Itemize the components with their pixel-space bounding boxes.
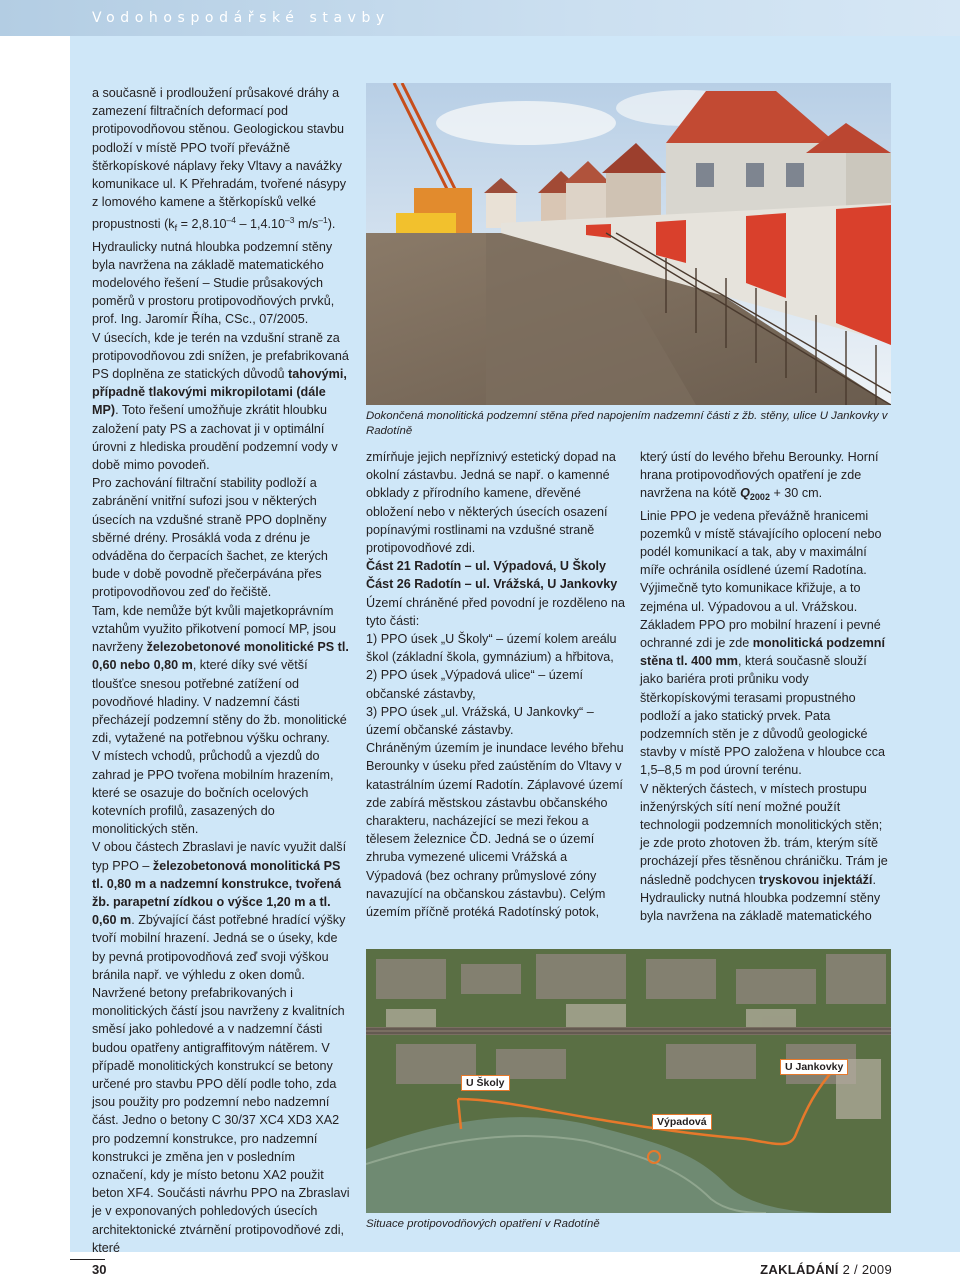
- map-image: [366, 949, 891, 1213]
- paragraph: a současně i prodloužení průsakové dráhy a zamezení filtračních deformací pod protipovodňovou stěnou. Geologickou stavbu podloží v místě PPO tvoří převážně štěrkopískové náplavy řeky Vltavy a navážky komunikace ul. K Přehradám, tvořené násypy z lomového kamene a štěrkopísků velké propustnosti ($k_f = 2,8.10^{-4} - 1,4.10^{-3}$ $m/s^{-1}$). Hydraulicky nutná hloubka podzemní stěny byla navržena na základě matematického modelového řešení – Studie průsakových poměrů v prostoru protipovodňových prvků, prof. Ing. Jaromír Říha, CSc., 07/2005.: [92, 86, 347, 327]
- map-label-u-skoly: U Školy: [461, 1075, 510, 1091]
- paragraph: který ústí do levého břehu Berounky. Horní hrana protipovodňových opatření je zde navržena na kótě $Q_{2002} + 30$ cm.: [640, 450, 879, 503]
- section-title: Vodohospodářské stavby: [92, 10, 390, 26]
- text-column-3: [640, 448, 892, 925]
- paragraph: V některých částech, v místech prostupu inženýrských sítí není možné použít technologii podzemních monolitických stěn; je zde proto zhotoven žb. trám, kterým sítě procházejí přes těsněnou chráničku. Trám je následně podchycen tryskovou injektáží.: [640, 781, 888, 887]
- map-caption: Situace protipovodňových opatření v Radotíně: [366, 1218, 600, 1230]
- paragraph: Chráněným územím je inundace levého břehu Berounky v úseku před zaústěním do Vltavy v katastrálním území Radotín. Záplavové území zde zabírá městskou zástavbu občanského charakteru, nacházející se mezi řekou a tělesem železnice ČD. Jedná se o území zhruba vymezené ulicemi Vrážská a Výpadová (bez ochrany průmyslové zóny navazující na občanskou zástavbu). Celým územím příčně protéká Radotínský potok,: [366, 741, 624, 920]
- paragraph: V obou částech Zbraslavi je navíc využit další typ PPO – železobetonová monolitická PS tl. 0,80 m a nadzemní konstrukce, tvořená žb. parapetní zídkou o výšce 1,20 m a tl. 0,60 m. Zbývající část potřebné hradící výšky tvoří mobilní hrazení. Jedná se o úseky, kde by pevná protipovodňová zeď svoji výškou bránila např. ve výhledu z oken domů.: [92, 840, 347, 982]
- page-number: 30: [92, 1262, 107, 1277]
- list-item: 3) PPO úsek „ul. Vrážská, U Jankovky“ – území občanské zástavby.: [366, 704, 594, 738]
- map-label-vypadova: Výpadová: [652, 1114, 712, 1130]
- paragraph: Hydraulicky nutná hloubka podzemní stěny byla navržena na základě matematického: [640, 890, 881, 924]
- aerial-map: [366, 949, 891, 1213]
- section-heading: Část 26 Radotín – ul. Vrážská, U Jankovky: [366, 577, 618, 592]
- paragraph: zmírňuje jejich nepříznivý estetický dopad na okolní zástavbu. Jedná se např. o kamenné obklady z přírodního kamene, dřevěné obložení nebo v některých úsecích osazení popínavými rostlinami na vzdušné straně protipovodňové zdi.: [366, 450, 616, 556]
- paragraph: V úsecích, kde je terén na vzdušní straně za protipovodňovou zdi snížen, je prefabrikovaná PS doplněna ze statických důvodů tahovými, případně tlakovými mikropilotami (dále MP). Toto řešení umožňuje zkrátit hloubku založení paty PS a zachovat ji v optimální úrovni z hlediska proudění podzemní vody v době mimo povodeň.: [92, 330, 349, 473]
- footer-divider: [70, 1259, 105, 1260]
- paragraph: Tam, kde nemůže být kvůli majetkoprávním vztahům využito přikotvení pomocí MP, jsou navrženy železobetonové monolitické PS tl. 0,60 nebo 0,80 m, které díky své větší tloušťce snesou potřebné zatížení od povodňové hladiny. V nadzemní části přecházejí podzemní stěny do žb. monolitické zdi, vytažené na potřebnou výšku ochrany.: [92, 603, 349, 746]
- construction-photo: [366, 83, 891, 405]
- paragraph: Území chráněné před povodní je rozděleno na tyto části:: [366, 595, 626, 628]
- paragraph: Navržené betony prefabrikovaných i monolitických částí jsou navrženy z kvalitních směsí jako pohledové a v nadzemní části budou opatřeny antigraffitovým nátěrem. V případě monolitických konstrukcí se betony určené pro stavbu PPO dělí podle toho, zda jsou použity pro podzemní nebo nadzemní část. Jedno o betony C 30/37 XC4 XD3 XA2 pro podzemní konstrukce, pro nadzemní konstrukci je změna jen v posledním označení, kdy je místo betonu XA2 použit beton XF4. Součásti návrhu PPO na Zbraslavi je v exponovaných pohledových úsecích architektonické ztvárnění protipovodňové zdi, které: [92, 985, 350, 1255]
- text-column-2: [366, 448, 626, 921]
- photo-caption: Dokončená monolitická podzemní stěna před napojením nadzemní části z žb. stěny, ulice U Jankovky v Radotíně: [366, 410, 888, 437]
- map-label-u-jankovky: U Jankovky: [780, 1059, 848, 1075]
- section-heading: Část 21 Radotín – ul. Výpadová, U Školy: [366, 559, 607, 574]
- journal-name: ZAKLÁDÁNÍ 2 / 2009: [760, 1262, 892, 1277]
- list-item: 1) PPO úsek „U Školy“ – území kolem areálu škol (základní škola, gymnázium) a hřbitova,: [366, 632, 617, 665]
- photo-image: [366, 83, 891, 405]
- paragraph: Pro zachování filtrační stability podloží a zabránění vnitřní sufozi jsou v některých úsecích na vzdušné straně PPO doplněny sběrné drény. Prosáklá voda z drénu je odváděna do čerpacích šachet, ze kterých bude v době povodně přečerpávána přes protipovodňovou zeď do řečiště.: [92, 476, 328, 600]
- list-item: 2) PPO úsek „Výpadová ulice“ – území občanské zástavby,: [366, 668, 583, 701]
- text-column-1: [92, 84, 352, 1257]
- paragraph: Linie PPO je vedena převážně hranicemi pozemků v místě stávajícího oplocení nebo podél komunikací a tak, aby v maximální míře ochránila osídlené území Radotína. Výjimečně tyto komunikace křižuje, a to zejména ul. Výpadovou a ul. Vrážskou. Základem PPO pro mobilní hrazení i pevné ochranné zdi je zde monolitická podzemní stěna tl. 400 mm, která současně slouží jako bariéra proti průniku vody štěrkopískovými terasami propustného podloží a jako statický prvek. Pata podzemních stěn je z důvodů geologické stavby v místě PPO založena v hloubce cca 1,5–8,5 m pod úrovní terénu.: [640, 508, 885, 778]
- paragraph: V místech vchodů, průchodů a vjezdů do zahrad je PPO tvořena mobilním hrazením, které se osazuje do bočních ocelových kotevních profilů, zasazených do monolitických stěn.: [92, 749, 334, 837]
